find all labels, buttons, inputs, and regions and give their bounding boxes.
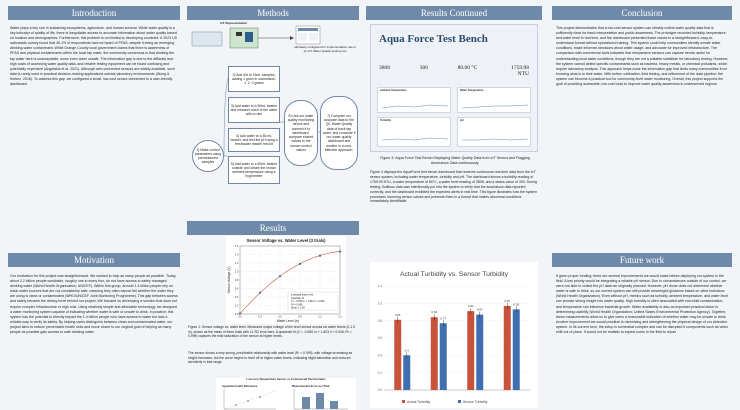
chart2-data-label: 0.77 xyxy=(440,316,447,321)
method-step-7: 7) Compare our accurate data to the QC Water Quality data of back tap water, and conclude if our water quality dashboard and monitor is a cost-effective approach. xyxy=(320,96,358,170)
chart1-point xyxy=(339,250,341,252)
method-step-5: 5) Add water to a 50mL beaker outside and obtain the known ambient temperature using a hygrometer xyxy=(228,156,280,184)
chart1-legend-3: R² = 0.999 xyxy=(291,303,303,307)
future-work-header: Future work xyxy=(552,253,732,267)
chart2-ytick: 1.0 xyxy=(377,301,382,306)
dashboard-card-ph-label: pH xyxy=(460,119,464,122)
chart1-ytick: 0.0 xyxy=(234,313,239,316)
iot-diagram xyxy=(190,22,358,62)
chart1-ytick: 1.0 xyxy=(234,270,239,274)
chart2-bar xyxy=(394,320,401,390)
iot-diagram-graphic xyxy=(190,22,358,62)
chart1-point xyxy=(239,312,241,314)
chart2-data-label: 0.87 xyxy=(476,307,483,312)
iot-note: ultimately configured for implementation use in an IoT Water Quality testing tool xyxy=(294,45,356,53)
chart2-bar xyxy=(476,315,483,390)
introduction-text: Water plays a key role in sustaining ecosystems, agriculture, and human survival. While water quality is a key indicator of quality of life, there is inequitable access to accurate information about water quality based on location and demographics. Furthermore, this problem is not limited to developing countries. A 2023 US nationwide survey found that 45.1% of respondents had not heard of PFAS; despite it being an emerging drinking-water contaminant. While Orange County local government claims that there is awareness of PFAS and physical contaminants within the local tap water, the community consensus is that drinking the tap water here is unacceptable, some even claim unsafe. The information gap is due to the difficulty and high costs of accessing water quality data, and reliable testing equipment can be found confusing and potentially expensive (Angelakis et al. 2021). Although web-connected sensors are widely available, such data is rarely used in practical decision-making applications outside laboratory environments (Wong & Kerkez, 2016). To address this gap, we configured a small, low-cost sensor connected to a user-friendly dashboard. xyxy=(10,26,177,87)
conclusion-header: Conclusion xyxy=(552,6,732,20)
chart1-legend-2: V = -0.550 h² + 1.803 h + 0.006 xyxy=(291,300,325,304)
chart1-description: The sensor shows a very strong, predictable relationship with water level (R² = 0.999), with voltage increasing as height increases, but the curve begins to level off at higher water levels, indicating slight saturation and reduced sensitivity in that range. xyxy=(188,351,353,365)
chart2-bar xyxy=(403,355,410,390)
chart2-data-label: 0.91 xyxy=(467,304,474,309)
chart1-legend-1: Quadratic fit xyxy=(291,296,304,300)
dashboard-screenshot xyxy=(370,24,538,152)
methods-connectors xyxy=(188,62,358,192)
chart1-xtick: 1.2 xyxy=(318,315,322,319)
introduction-header: Introduction xyxy=(8,6,180,20)
chart1-point xyxy=(319,255,321,257)
chart2-ytick: 0.8 xyxy=(377,318,382,323)
method-step-6: 6) Use our water quality monitoring device and connect it to dashboard, compare shared values to the known control values xyxy=(284,100,318,166)
chart1-point xyxy=(279,275,281,277)
results-continued-header: Results Continued xyxy=(366,6,542,20)
chart1-legend-0: Individual trials (n=3) xyxy=(291,293,314,297)
chart1-ytick: 0.8 xyxy=(234,279,239,282)
dashboard-card-water-temp xyxy=(457,87,531,113)
dashboard-card-ambient-label: Ambient Temperature xyxy=(380,89,407,92)
chart2-title: Actual Turbidity vs. Sensor Turbidity xyxy=(399,271,509,278)
chart2-bar xyxy=(513,309,520,390)
figure3-caption: Figure 3: Aqua Force Test Bench Displaying Water Quality Data from IoT Sensor and Flagging Anomalous Data continuously. xyxy=(380,156,530,165)
figure3-description: Figure 3 displays the AquaForce test bench dashboard that receives continuous real-time data from the IoT sensor system, including water temperature, turbidity and pH. The dashboard shows a turbidity reading of 1759.99 NTU, a water temperature of 80°C, a water level reading of 3808, and a status value of 300. During testing, fictitious data was intentionally put into the system to verify that the anomalous data reported correctly, and the dashboard exhibited the expected alerts in real time. This figure illustrates how the system processes incoming sensor values and presents them in a format that makes abnormal conditions immediately identifiable. xyxy=(370,170,537,204)
chart1-xtick: 0.0 xyxy=(238,315,242,319)
iot-caption: IoT Representation xyxy=(220,21,248,25)
chart1-legend-4: Mean ± 1 SD xyxy=(291,306,305,310)
chart1-ytick: 1.2 xyxy=(234,262,239,265)
chart1-ytick: 0.4 xyxy=(234,296,239,299)
chart1-xlabel: Water Level (in) xyxy=(276,319,300,323)
dashboard-card-ph xyxy=(457,117,531,147)
methods-header: Methods xyxy=(187,6,359,20)
temp-fig-left-title: Agreement with Reference xyxy=(222,384,258,388)
chart2-data-label: 0.4 xyxy=(404,348,409,353)
chart1-ytick: 0.6 xyxy=(234,287,239,291)
dashboard-card-water-label: Water Temperature xyxy=(460,89,484,92)
dashboard-value-temp: 80.00 °C xyxy=(457,65,478,71)
method-step-4: 4) Add water to a 50 mL beaker, and test the pH using a freshwater master test kit xyxy=(228,128,280,152)
method-step-2: 2) Add dirt to 15mL samples, adding 1 gram in succession. 1, 2, 3 grams xyxy=(228,66,280,92)
chart2-data-label: 0.93 xyxy=(513,302,520,307)
chart2-legend-swatch-sensor xyxy=(458,400,461,403)
motivation-text: Our motivation for this project was straightforward. We wanted to help as many people as possible. Today, about 2.2 billion people worldwide, roughly one in every four, do not have access to safely managed drinking water (World Health Organization; UNICEF). Within this group, around 1.4 billion people rely on basic water sources that are not consistently safe, meaning they often cannot tell whether the water they are using is clean or contaminated (WHO/UNICEF Joint Monitoring Programme). This gap between access and safety became the driving force behind our project. We focused on developing a solution that does not require complex infrastructure or high cost. Using relatively simple and affordable technology, we designed a water monitoring system capable of indicating whether water is safe or unsafe to drink. In practice, this system has the potential to directly impact the 1.4 billion people who have access to water but lack a reliable way to verify its safety. By helping users distinguish between clean and contaminated water, our project aims to reduce preventable health risks and move closer to our original goal of helping as many people as possible gain access to safe drinking water. xyxy=(10,274,178,335)
chart1-xtick: 0.3 xyxy=(258,315,262,319)
dashboard-card-ambient-chart xyxy=(378,94,452,112)
dashboard-card-ambient xyxy=(377,87,451,113)
chart1-xtick: 0.6 xyxy=(278,315,282,319)
chart1-legend xyxy=(288,292,338,310)
chart2-ytick: 0.6 xyxy=(377,336,382,341)
dashboard-card-turbidity xyxy=(377,117,451,147)
dashboard-title: Aqua Force Test Bench xyxy=(379,33,488,45)
chart2-ytick: 0.4 xyxy=(377,353,382,358)
chart2-legend-sensor: Sensor Turbidity xyxy=(463,400,488,404)
dashboard-card-water-chart xyxy=(458,94,532,112)
chart2-data-label: 0.84 xyxy=(431,310,438,315)
voltage-vs-level-chart xyxy=(226,236,346,324)
chart1-ylabel: Sensor Voltage (V) xyxy=(227,266,231,294)
method-step-1: 1) Make control parameters using premeasured samples xyxy=(192,140,224,172)
temp-fig-right-title: Measurement Error per Trial xyxy=(292,384,330,388)
chart2-bar xyxy=(467,311,474,390)
motivation-header: Motivation xyxy=(8,253,180,267)
future-work-text: If given proper funding, there are several improvements we would make before deploying our system in the field. A key priority would be integrating a reliable pH sensor. Due to circumstances outside of our control, we were not able to collect the pH data we originally planned. However, pH alone does not determine whether water is safe to drink, so our current system can still provide meaningful guidance based on other indicators (World Health Organization). Even without pH, metrics such as turbidity, ambient temperature, and water level can provide strong insight into water quality. High turbidity is often associated with microbial contamination, and temperature can influence bacterial growth. Water availability is also an important practical factor in determining usability (World Health Organization; United States Environmental Protection Agency). Together, these measurements allow us to give users a reasonable indication of whether water may be unsafe to drink. Another improvement we would prioritize is minimizing and strengthening the physical design of our detection system. In its current form, the setup is somewhat complex and can be disrupted if components such as wires shift out of place. If would not be realistic to expect users in the field to repair xyxy=(556,274,728,335)
temperature-comparison-figure xyxy=(216,378,356,410)
dashboard-card-turbidity-chart xyxy=(378,124,452,146)
chart1-ytick: 0.2 xyxy=(234,304,239,308)
turbidity-bar-chart xyxy=(370,262,538,408)
temp-fig-plots xyxy=(216,389,356,410)
chart2-bar xyxy=(431,317,438,390)
chart2-legend-swatch-actual xyxy=(402,400,405,403)
dashboard-value-row xyxy=(379,65,529,77)
dashboard-value-turbidity: 1759.98 NTU xyxy=(511,65,529,77)
chart2-legend-actual: Actual Turbidity xyxy=(407,400,431,404)
chart1-title: Sensor Voltage vs. Water Level (3 trials) xyxy=(246,238,326,243)
temp-fig-title: Low-cost Temperature Sensor vs Commercial Thermometer xyxy=(246,377,326,381)
chart1-point xyxy=(259,292,261,294)
chart1-xtick: 1.5 xyxy=(338,315,342,319)
chart2-bar xyxy=(504,306,511,390)
chart2-ytick: 1.2 xyxy=(377,284,382,289)
chart1-caption: Figure 1: Sensor voltage vs. water level. Measured output voltage of the level sensor across six water levels (0-1.5 in), shown as the mean of three trials with ±1 SD error bars. A quadratic fit (V = -0.550 h² + 1.803 h + 0.006; R² = 0.999) captures the mild saturation of the sensor at higher levels. xyxy=(188,325,355,339)
chart2-data-label: 0.97 xyxy=(504,298,511,303)
chart1-ytick: 1.4 xyxy=(234,253,239,257)
method-step-3: 3) Add water to a 50mL beaker and measure each of the water with a ruler xyxy=(228,97,280,123)
chart2-ytick: 0.2 xyxy=(377,370,382,375)
conclusion-text: This project demonstrates that a low-cost sensor system can reliably collect water quality data that is sufficiently clear for basic interpretation and public awareness. The prototype recorded turbidity, temperature, and water level in real time, and the dashboard presented these values in a straightforward, easy-to-understand format without specialized training. This system could help communities identify unsafe water conditions, make informed decisions about water usage, and advocate for improved infrastructure. The comparison with commercial tools indicates that inexpensive sensors can capture trends useful for understanding local water conditions, though they are not a suitable substitute for laboratory testing. However, the system cannot detect specific contaminants such as bacteria, heavy metals, or chemical pollutants, which require laboratory analysis. This approach helps close the information gap that limits many communities from knowing what is in their water. With further calibration, field testing, and refinement of the data pipeline, the system can become a practical tool for community-level water monitoring. Overall, this project supports the goal of providing accessible, low-cost tools to improve water quality awareness in underserved regions. xyxy=(556,26,729,87)
chart1-ytick: 1.6 xyxy=(234,245,239,248)
dashboard-value-level: 3808 xyxy=(379,65,390,71)
chart2-bar xyxy=(440,323,447,390)
results-header: Results xyxy=(187,221,359,235)
dashboard-card-turbidity-label: Turbidity xyxy=(380,119,391,122)
chart1-xtick: 0.9 xyxy=(298,315,302,319)
chart2-ytick: 0.0 xyxy=(377,388,382,393)
chart1-point xyxy=(299,263,301,265)
chart2-data-label: 0.81 xyxy=(394,312,401,317)
dashboard-value-status: 300 xyxy=(419,65,428,71)
dashboard-card-ph-chart xyxy=(458,124,532,146)
